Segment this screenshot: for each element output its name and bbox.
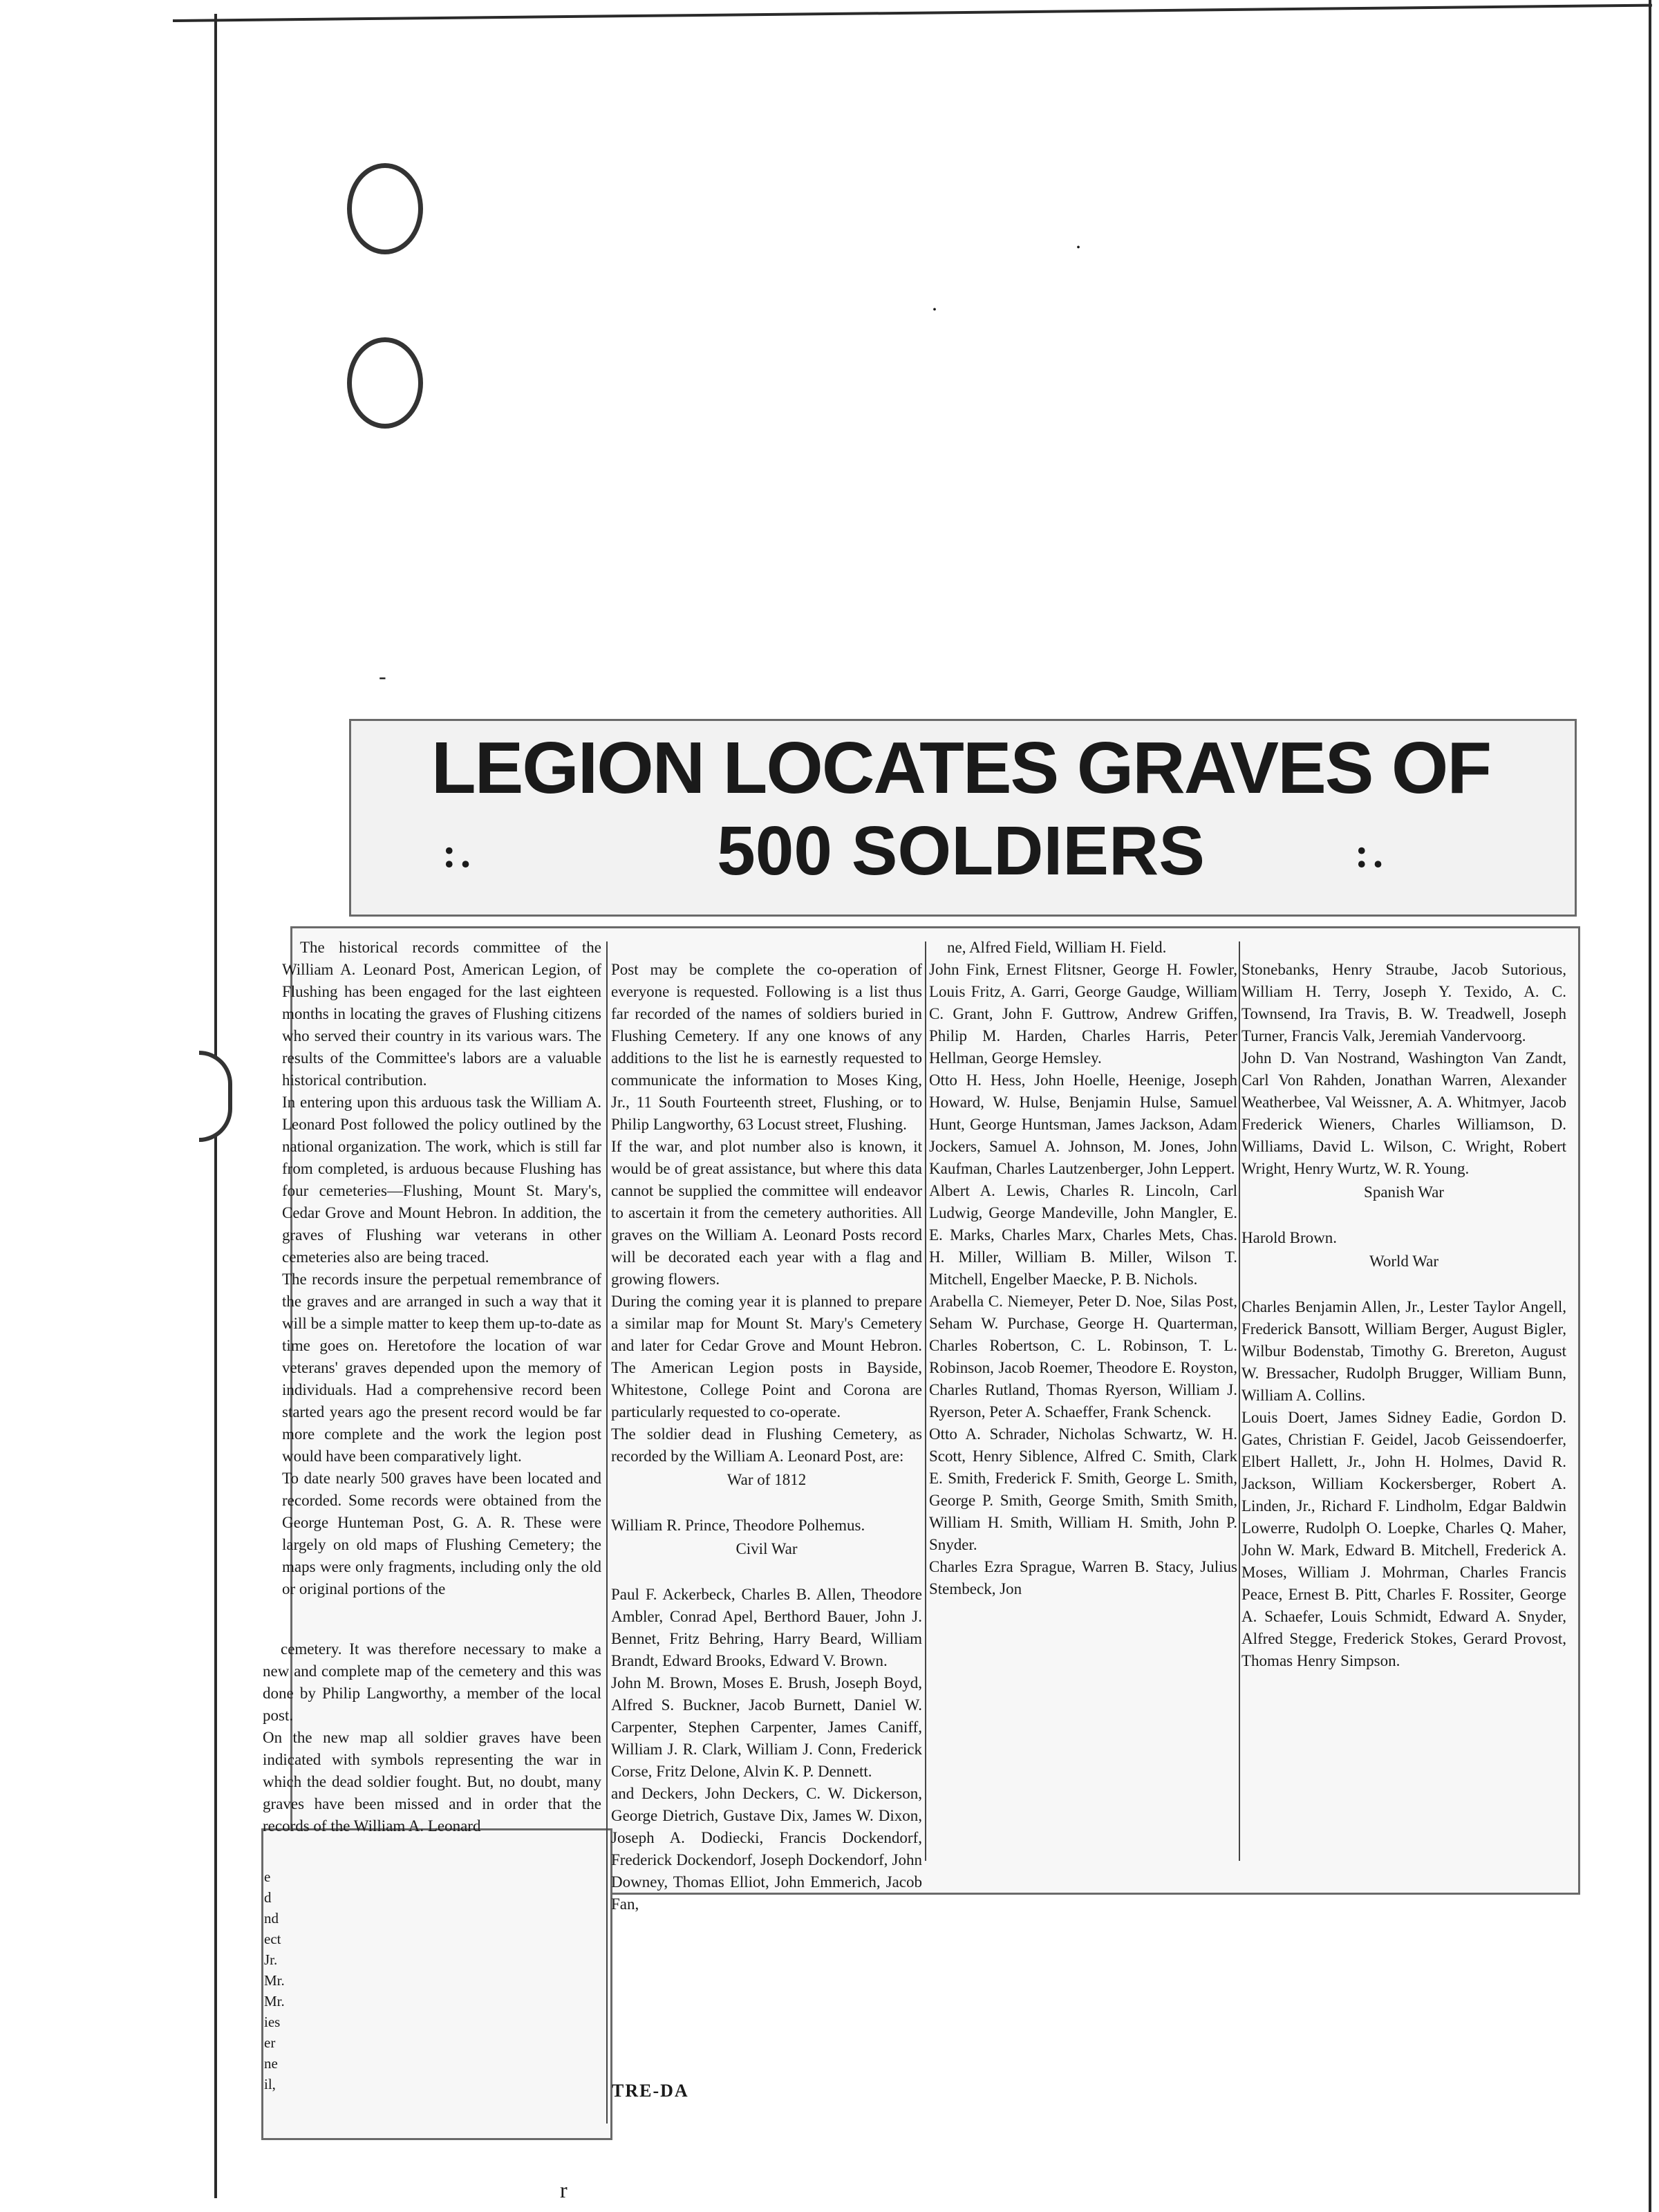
- binder-hole-icon: [347, 337, 423, 429]
- article-column-3: ne, Alfred Field, William H. Field. John Fink, Ernest Flitsner, George H. Fowler, Louis Fritz, A. Garri, George Gaudge, William C. Grant, John F. Guttrow, Andrew Griffen, Philip M. Harden, Charles Harris, Peter Hellman, George Hemsley. Otto H. Hess, John Hoelle, Heenige, Joseph Howard, W. Hulse, Benjamin Hulse, Samuel Hunt, George Huntsman, James Jackson, Adam Jockers, Samuel A. Johnson, M. Jones, John Kaufman, Charles Lautzenberger, John Leppert. Albert A. Lewis, Charles R. Lincoln, Carl Ludwig, George Mandeville, John Mangler, E. E. Marks, Charles Marx, Charles Mets, Chas. H. Miller, William B. Miller, Wilson T. Mitchell, Engelber Maecke, P. B. Nichols. Arabella C. Niemeyer, Peter D. Noe, Silas Post, Seham W. Purchase, George H. Quarterman, Charles Robertson, C. L. Robinson, T. L. Robinson, Jacob Roemer, Theodore E. Royston, Charles Rutland, Thomas Ryerson, William J. Ryerson, Peter A. Schaeffer, Frank Schenck. Otto A. Schrader, Nicholas Schwartz, W. H. Scott, Henry Siblence, Alfred C. Smith, Clark E. Smith, Frederick F. Smith, George L. Smith, George P. Smith, George Smith, Smith Smith, William H. Smith, William H. Smith, John P. Snyder. Charles Ezra Sprague, Warren B. Stacy, Julius Stembeck, Jon: [929, 939, 1237, 1597]
- article-column-1-continued: cemetery. It was therefore necessary to make a new and complete map of the cemetery and this was done by Philip Langworthy, a member of the local post. On the new map all soldier graves have been indicated with symbols representing the war in which the dead soldier fought. But, no doubt, many graves have been missed and in order that the records of the William A. Leonard: [263, 1640, 601, 1835]
- ornament-left: :.: [442, 830, 475, 876]
- article-column-1: The historical records committee of the William A. Leonard Post, American Legion, of Flushing has been engaged for the last eighteen months in locating the graves of Flushing citizens who served their country in its various wars. The results of the Committee's labors are a valuable historical contribution. In entering upon this arduous task the William A. Leonard Post followed the policy outlined by the national organization. The work, which is still far from completed, is arduous because Flushing has four cemeteries—Flushing, Mount St. Mary's, Cedar Grove and Mount Hebron. In addition, the graves of Flushing war veterans in other cemeteries also are being traced. The records insure the perpetual remembrance of the graves and are arranged in such a way that it will be a simple matter to keep them up-to-date as time goes on. Heretofore the location of war veterans' graves depended upon the memory of individuals. Had a comprehensive record been started years ago the present record would be far more complete and the work the legion post would have been comparatively light. To date nearly 500 graves have been located and recorded. Some records were obtained from the George Hunteman Post, G. A. R. These were largely on old maps of Flushing Cemetery; the maps were only fragments, including only the old or original portions of the: [282, 939, 601, 1597]
- stray-mark: .: [932, 290, 937, 315]
- spanish-war-names: Harold Brown.: [1241, 1229, 1337, 1246]
- stray-mark: -: [379, 664, 386, 688]
- war-of-1812-names: William R. Prince, Theodore Polhemus.: [611, 1517, 865, 1534]
- headline: LEGION LOCATES GRAVES OF: [431, 727, 1491, 809]
- article-clipping-lower: [261, 1828, 612, 2140]
- world-war-names: Charles Benjamin Allen, Jr., Lester Taylor Angell, Frederick Bansott, William Berger, August Bigler, Wilbur Bodenstab, Timothy G. Brereton, August W. Bressacher, Rudolph Brugger, William Bunn, William A. Collins. Louis Doert, James Sidney Eadie, Gordon D. Gates, Christian F. Geidel, Jacob Geissendoerfer, Elbert Hallett, Jr., John H. Holmes, David R. Jackson, William Kockersberger, Robert A. Linden, Jr., Richard F. Lindholm, Edgar Baldwin Lowerre, Rudolph O. Loepke, Charles Q. Maher, John W. Mark, Edward B. Mitchell, Frederick A. Moses, William J. Mohrman, Charles Francis Peace, Ernest B. Pitt, Charles F. Rossiter, George A. Schaefer, Louis Schmidt, Edward A. Snyder, Alfred Stegge, Frederick Stokes, Gerard Provost, Thomas Henry Simpson.: [1241, 1298, 1566, 1669]
- article-column-2: [611, 937, 922, 1915]
- article-column-4: [1241, 937, 1566, 1672]
- binder-hole-icon: [347, 163, 423, 254]
- section-heading-civil-war: Civil War: [735, 1540, 798, 1557]
- page-right-edge: [1649, 0, 1651, 2212]
- section-heading-spanish-war: Spanish War: [1364, 1183, 1444, 1201]
- column-rule: [606, 941, 608, 2124]
- column-rule: [925, 941, 926, 1861]
- stray-mark: .: [1076, 228, 1081, 253]
- subheadline: 500 SOLDIERS: [717, 812, 1205, 890]
- section-heading-war-of-1812: War of 1812: [727, 1471, 807, 1488]
- next-article-fragment: TRE-DA: [612, 2081, 689, 2101]
- column-2-intro: Post may be complete the co-operation of everyone is requested. Following is a list thus far recorded of the names of soldiers buried in Flushing Cemetery. If any one knows of any additions to the list he is earnestly requested to communicate the information to Moses King, Jr., 11 South Fourteenth street, Flushing, or to Philip Langworthy, 63 Locust street, Flushing. If the war, and plot number also is known, it would be of great assistance, but where this data cannot be supplied the committee will endeavor to ascertain it from the cemetery authorities. All graves on the William A. Leonard Posts record will be decorated each year with a flag and growing flowers. During the coming year it is planned to prepare a similar map for Mount St. Mary's Cemetery and later for Cedar Grove and Mount Hebron. The American Legion posts in Bayside, Whitestone, College Point and Corona are particularly requested to co-operate. The soldier dead in Flushing Cemetery, as recorded by the William A. Leonard Post, are:: [611, 961, 922, 1465]
- side-punch-mark: [199, 1051, 232, 1142]
- adjacent-column-fragment: e d nd ect Jr. Mr. Mr. ies er ne il,: [264, 1868, 285, 2092]
- section-heading-world-war: World War: [1369, 1253, 1438, 1270]
- ornament-right: :.: [1355, 830, 1387, 876]
- column-rule: [1239, 941, 1240, 1861]
- stray-mark: r: [560, 2177, 568, 2202]
- page-top-edge: [173, 4, 1652, 22]
- civil-war-names: Paul F. Ackerbeck, Charles B. Allen, Theodore Ambler, Conrad Apel, Berthord Bauer, John J. Bennet, Fritz Behring, Harry Beard, William Brandt, Edward Brooks, Edward V. Brown. John M. Brown, Moses E. Brush, Joseph Boyd, Alfred S. Buckner, Jacob Burnett, Daniel W. Carpenter, Stephen Carpenter, James Caniff, William J. R. Clark, William J. Conn, Frederick Corse, Fritz Delone, Alvin K. P. Dennett. and Deckers, John Deckers, C. W. Dickerson, George Dietrich, Gustave Dix, James W. Dixon, Joseph A. Dodiecki, Francis Dockendorf, Frederick Dockendorf, Joseph Dockendorf, John Downey, Thomas Elliot, John Emmerich, Jacob Fan,: [611, 1586, 922, 1913]
- civil-war-names-continued: Stonebanks, Henry Straube, Jacob Sutorious, William H. Terry, Joseph Y. Texido, A. C. Townsend, Ira Travis, B. W. Treadwell, Joseph Turner, Francis Valk, Jeremiah Vandervoorg. John D. Van Nostrand, Washington Van Zandt, Carl Von Rahden, Jonathan Warren, Alexander Weatherbee, Val Weissner, A. A. Whitmyer, Jacob Frederick Wieners, Charles Williamson, D. Williams, David L. Wilson, C. Wright, Robert Wright, Henry Wurtz, W. R. Young.: [1241, 961, 1566, 1177]
